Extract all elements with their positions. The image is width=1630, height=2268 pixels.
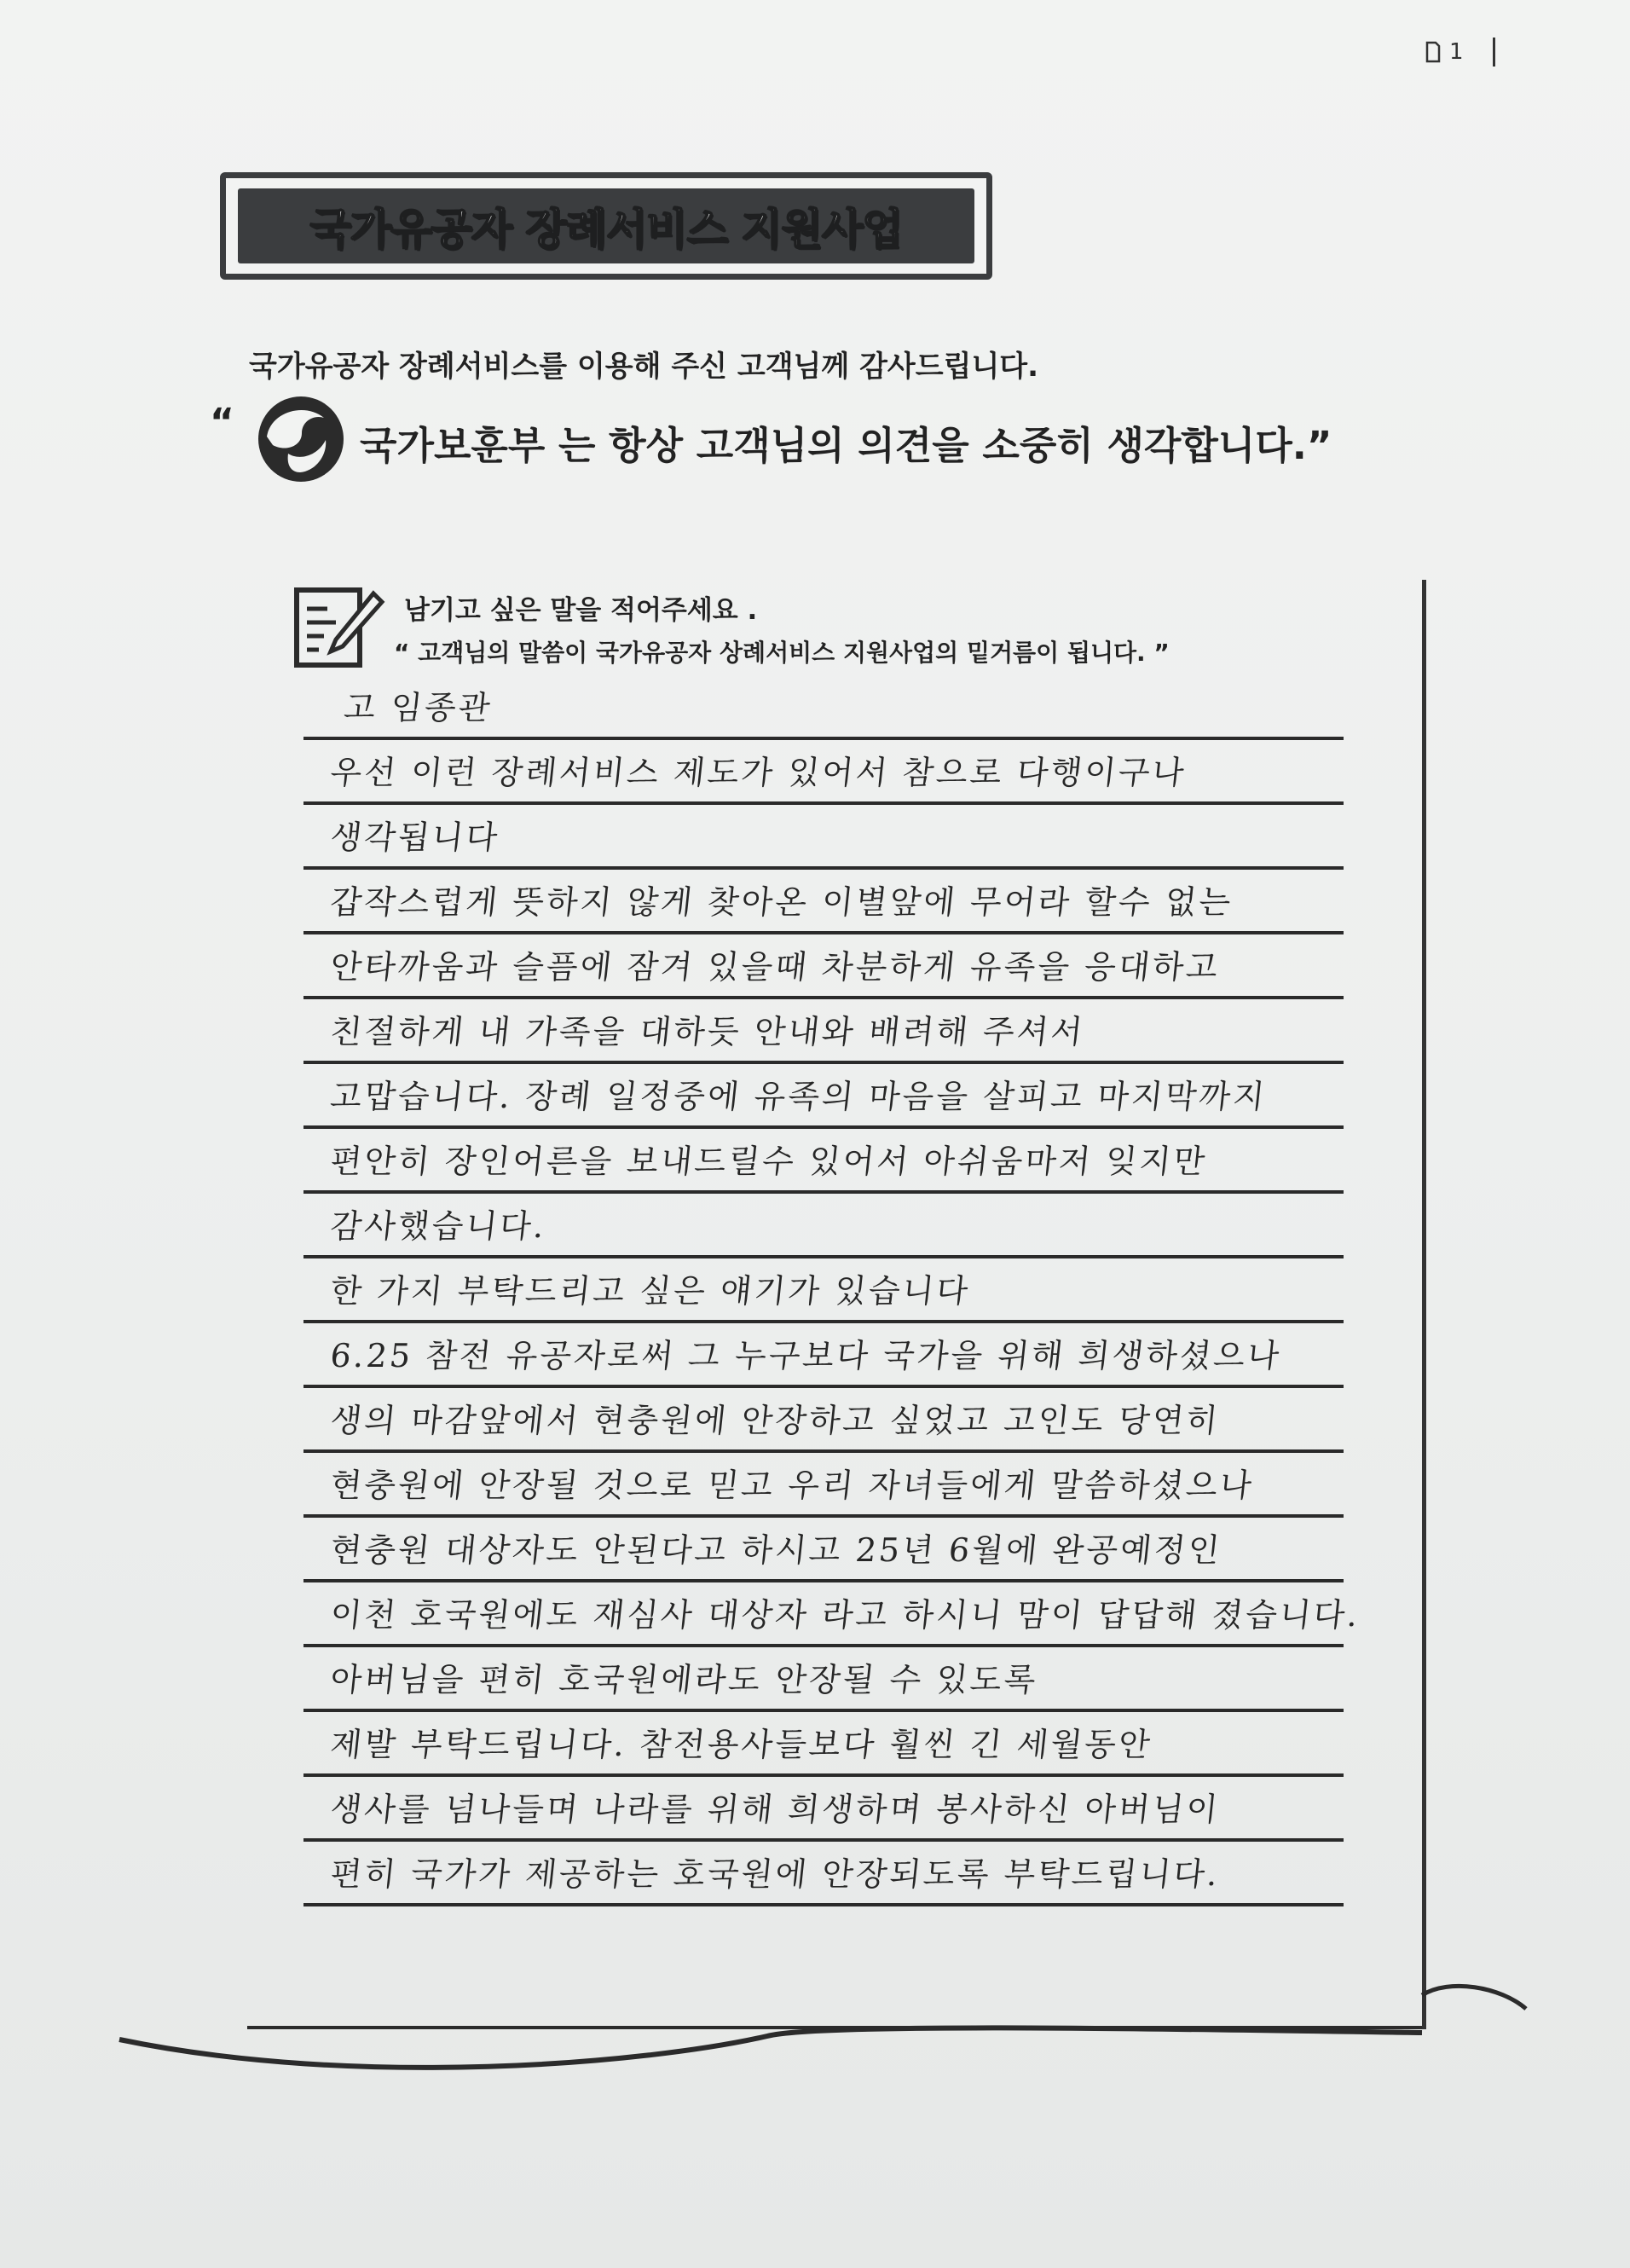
handwritten-text: 제발 부탁드립니다. 참전용사들보다 훨씬 긴 세월동안 — [328, 1726, 1155, 1763]
handwritten-text: 생의 마감앞에서 현충원에 안장하고 싶었고 고인도 당연히 — [328, 1402, 1222, 1439]
handwritten-text: 고 임종관 — [342, 689, 494, 726]
handwritten-line — [303, 1129, 1344, 1194]
page-indicator — [1425, 38, 1495, 67]
handwritten-line — [303, 999, 1344, 1064]
prompt-subtitle: “ 고객님의 말씀이 국가유공자 상례서비스 지원사업의 밑거름이 됩니다. ” — [394, 639, 1170, 667]
handwritten-line — [303, 1258, 1344, 1323]
handwritten-line — [303, 1842, 1344, 1906]
handwritten-line — [303, 870, 1344, 934]
greeting-text: 국가유공자 장례서비스를 이용해 주신 고객님께 감사드립니다. — [249, 350, 1039, 384]
handwritten-line — [303, 1582, 1362, 1647]
handwritten-line — [303, 1777, 1344, 1842]
handwritten-text: 감사했습니다. — [328, 1207, 549, 1245]
handwritten-line — [303, 1712, 1344, 1777]
handwritten-text: 안타까움과 슬픔에 잠겨 있을때 차분하게 유족을 응대하고 — [328, 948, 1222, 986]
handwritten-line — [303, 1194, 1344, 1258]
decorative-wave — [0, 1944, 1630, 2268]
taegeuk-emblem-icon — [254, 392, 348, 486]
handwritten-line — [303, 1388, 1344, 1453]
title-stamp — [220, 172, 992, 280]
handwritten-line — [303, 1453, 1344, 1518]
page-number: 1 — [1449, 39, 1464, 65]
pen-paper-icon — [293, 587, 387, 672]
handwritten-text: 친절하게 내 가족을 대하듯 안내와 배려해 주셔서 — [328, 1013, 1087, 1050]
handwritten-line — [303, 1323, 1344, 1388]
handwritten-text: 6.25 참전 유공자로써 그 누구보다 국가을 위해 희생하셨으나 — [328, 1337, 1284, 1374]
handwritten-text: 한 가지 부탁드리고 싶은 얘기가 있습니다 — [328, 1272, 973, 1310]
handwritten-text: 현충원에 안장될 것으로 믿고 우리 자녀들에게 말씀하셨으나 — [328, 1467, 1257, 1504]
handwritten-line — [303, 1647, 1344, 1712]
handwritten-line — [303, 934, 1344, 999]
handwritten-text: 갑작스럽게 뜻하지 않게 찾아온 이별앞에 무어라 할수 없는 — [328, 883, 1235, 921]
handwritten-line — [303, 675, 1344, 740]
handwritten-line — [303, 740, 1344, 805]
card-border — [1422, 580, 1426, 2029]
handwritten-text: 이천 호국원에도 재심사 대상자 라고 하시니 맘이 답답해 졌습니다. — [328, 1596, 1362, 1634]
handwritten-text: 우선 이런 장례서비스 제도가 있어서 참으로 다행이구나 — [328, 754, 1188, 791]
handwriting-area — [303, 675, 1362, 1906]
handwritten-line — [303, 1518, 1344, 1582]
handwritten-text: 생사를 넘나들며 나라를 위해 희생하며 봉사하신 아버님이 — [328, 1791, 1222, 1828]
handwritten-text: 편히 국가가 제공하는 호국원에 안장되도록 부탁드립니다. — [328, 1855, 1222, 1893]
prompt-title: 남기고 싶은 말을 적어주세요 . — [404, 595, 758, 626]
title-stamp-inner — [238, 188, 974, 263]
document-icon — [1425, 41, 1441, 63]
handwritten-line — [303, 805, 1344, 870]
handwritten-text: 편안히 장인어른을 보내드릴수 있어서 아쉬움마저 잊지만 — [328, 1143, 1210, 1180]
handwritten-text: 아버님을 편히 호국원에라도 안장될 수 있도록 — [328, 1661, 1040, 1698]
handwritten-line — [303, 1064, 1344, 1129]
page-divider — [1493, 38, 1495, 67]
slogan-text: 국가보훈부 는 항상 고객님의 의견을 소중히 생각합니다.” — [360, 423, 1332, 468]
handwritten-text: 생각됩니다 — [328, 819, 502, 856]
quote-open-mark: “ — [210, 401, 234, 444]
page-title: 국가유공자 장례서비스 지원사업 — [309, 205, 903, 254]
handwritten-text: 고맙습니다. 장례 일정중에 유족의 마음을 살피고 마지막까지 — [328, 1078, 1269, 1115]
handwritten-text: 현충원 대상자도 안된다고 하시고 25년 6월에 완공예정인 — [328, 1531, 1224, 1569]
